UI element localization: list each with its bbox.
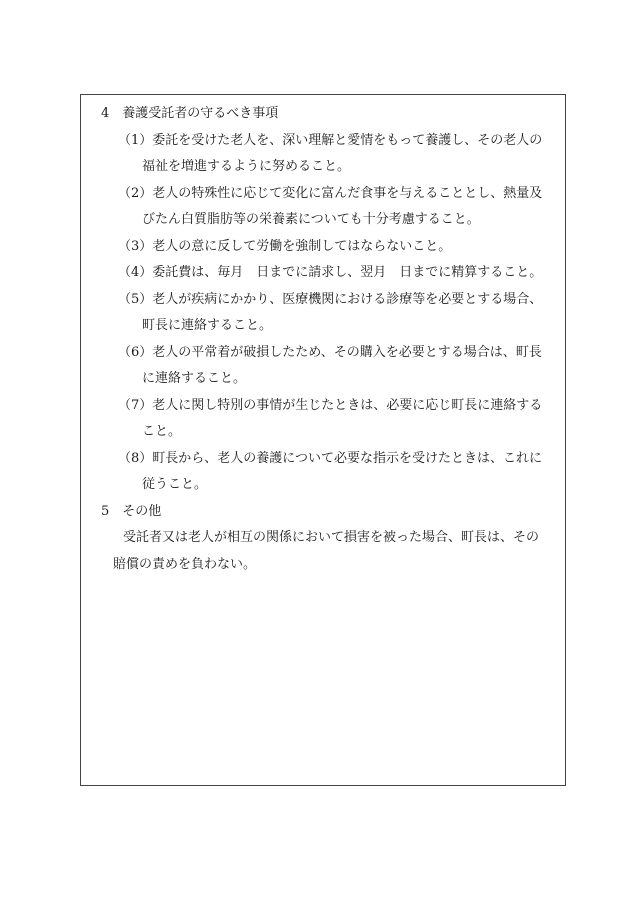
section-4-item-5 <box>81 287 565 340</box>
section-4-item-2 <box>81 181 565 234</box>
section-5-para-line-2: 賠償の責めを負わない。 <box>113 556 257 572</box>
item-8-line-1: （8）町長から、老人の養護について必要な指示を受けたときは、これに <box>118 450 543 466</box>
item-7-line-2: こと。 <box>142 424 182 439</box>
item-4-line-1: （4）委託費は、毎月 日までに請求し、翌月 日までに精算すること。 <box>118 265 543 280</box>
item-5-line-1: （5）老人が疾病にかかり、医療機関における診療等を必要とする場合、 <box>118 291 543 307</box>
item-6-line-1: （6）老人の平常着が破損したため、その購入を必要とする場合は、町長 <box>118 344 542 360</box>
section-5-title: 5 その他 <box>101 503 162 519</box>
section-4-item-4 <box>81 260 565 287</box>
item-2-line-2: びたん白質脂肪等の栄養素についても十分考慮すること。 <box>142 212 480 227</box>
document-body <box>81 101 565 578</box>
section-5-paragraph <box>81 525 565 578</box>
section-4-item-6 <box>81 340 565 393</box>
item-8-line-2: 従うこと。 <box>142 477 208 492</box>
item-6-line-2: に連絡すること。 <box>142 371 247 386</box>
section-4-item-7 <box>81 393 565 446</box>
item-2-line-1: （2）老人の特殊性に応じて変化に富んだ食事を与えることとし、熱量及 <box>118 185 543 201</box>
section-4-item-1 <box>81 128 565 181</box>
section-4-title: 4 養護受託者の守るべき事項 <box>101 106 279 121</box>
item-1-line-2: 福祉を増進するように努めること。 <box>142 159 351 174</box>
section-5-para-line-1: 受託者又は老人が相互の関係において損害を被った場合、町長は、その <box>123 530 540 545</box>
item-5-line-2: 町長に連絡すること。 <box>142 318 273 333</box>
document-frame <box>80 94 566 786</box>
item-3-line-1: （3）老人の意に反して労働を強制してはならないこと。 <box>118 238 452 254</box>
section-4-item-3 <box>81 234 565 261</box>
item-1-line-1: （1）委託を受けた老人を、深い理解と愛情をもって養護し、その老人の <box>118 132 543 148</box>
section-4-item-8 <box>81 446 565 499</box>
item-7-line-1: （7）老人に関し特別の事情が生じたときは、必要に応じ町長に連絡する <box>118 397 543 413</box>
